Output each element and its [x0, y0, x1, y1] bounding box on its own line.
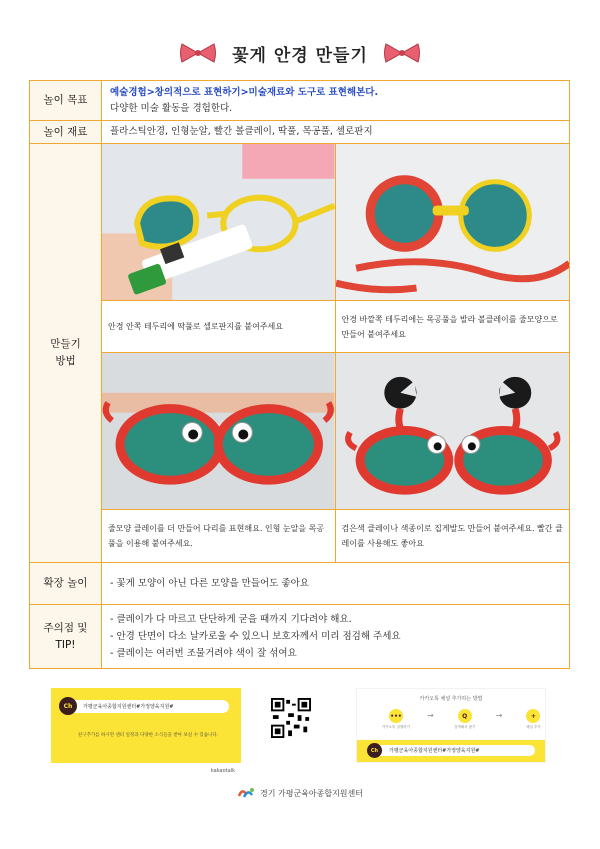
extension-label: 확장 놀이 [30, 563, 102, 605]
extension-row [30, 563, 570, 605]
kakao-howto-title: 카카오톡 채널 추가하는 방법 [419, 696, 483, 702]
kakao-step-label: 카카오톡 실행하기 [381, 725, 411, 729]
kakao-howto-card [356, 688, 546, 763]
step-caption-1: 안경 안쪽 테두리에 딱풀로 셀로판지를 붙여주세요 [102, 301, 336, 353]
page-title: 꽃게 안경 만들기 [232, 45, 368, 66]
activity-table [29, 80, 570, 669]
kakao-step-label: 채널 추가 [526, 725, 541, 729]
goal-row [30, 81, 570, 121]
materials-label: 놀이 재료 [30, 121, 102, 144]
kakao-step-add [516, 709, 550, 730]
step-photo-3 [102, 353, 336, 510]
kakao-banner-area [0, 688, 600, 774]
kakao-howto-steps [379, 709, 550, 730]
method-label-2: 방법 [55, 355, 76, 367]
step-photo-2 [336, 144, 570, 301]
kakaotalk-logo: kakaotalk [210, 768, 235, 774]
tips-label-1: 주의점 및 [43, 621, 88, 634]
goal-line-1: 예술경험>창의적으로 표현하기>미술재료와 도구로 표현해본다. [110, 86, 379, 98]
tips-label-2: TIP! [55, 638, 76, 651]
materials-row [30, 121, 570, 144]
kakao-channel-name: 가평군육아종합지원센터#가정양육지원# [389, 748, 480, 754]
kakao-channel-pill [65, 700, 229, 713]
arrow-right-icon: → [495, 711, 503, 720]
tip-item: - 클레이는 여러번 조물거려야 색이 잘 섞여요 [110, 648, 297, 659]
center-logo-icon [237, 786, 255, 800]
method-row [30, 144, 570, 563]
step-caption-3: 줄모양 클레이를 더 만들어 다리를 표현해요. 인형 눈알을 목공풀을 이용해 붙여주세요. [102, 510, 336, 562]
talk-bubble-icon: ••• [389, 709, 403, 723]
materials-text: 플라스틱안경, 인형눈알, 빨간 볼클레이, 딱풀, 목공풀, 셀로판지 [102, 121, 570, 144]
goal-line-2: 다양한 미술 활동을 경험한다. [110, 102, 233, 114]
bow-icon [178, 42, 218, 64]
kakao-step-search [448, 709, 482, 730]
goal-label: 놀이 목표 [30, 81, 102, 121]
kakao-channel-desc: 친구추가를 하시면 센터 일정과 다양한 소식들을 받아 보실 수 있습니다. [77, 733, 219, 738]
search-icon: Q [458, 709, 472, 723]
kakao-channel-icon: Ch [59, 697, 77, 715]
extension-text: - 꽃게 모양이 아닌 다른 모양을 만들어도 좋아요 [102, 563, 570, 605]
kakao-step-launch [379, 709, 413, 730]
kakao-channel-card[interactable] [51, 688, 241, 774]
plus-icon: + [526, 709, 540, 723]
footer-org-name: 경기 가평군육아종합지원센터 [259, 788, 363, 798]
footer [0, 786, 600, 800]
tips-row [30, 605, 570, 669]
method-photo-grid [102, 144, 569, 562]
kakao-step-label: 검색해서 찾기 [454, 725, 476, 729]
kakao-channel-name: 가평군육아종합지원센터#가정양육지원# [83, 704, 174, 710]
step-photo-4 [336, 353, 570, 510]
tip-item: - 클레이가 다 마르고 단단하게 굳을 때까지 기다려야 해요. [110, 614, 352, 625]
bow-icon [382, 42, 422, 64]
kakao-channel-icon: Ch [367, 743, 382, 758]
step-caption-2: 안경 바깥쪽 테두리에는 목공풀을 발라 볼클레이를 줄모양으로 만들어 붙여주세요 [336, 301, 570, 353]
tips-list [110, 611, 561, 662]
tip-item: - 안경 단면이 다소 날카로울 수 있으니 보호자께서 미리 점검해 주세요 [110, 631, 401, 642]
kakao-channel-pill [371, 745, 535, 756]
qr-code-icon[interactable] [271, 698, 311, 738]
step-caption-4: 검은색 클레이나 색종이로 집게발도 만들어 붙여주세요. 빨간 클레이를 사용해도 좋아요 [341, 524, 563, 548]
title-bar [0, 36, 600, 70]
arrow-right-icon: → [427, 711, 434, 720]
step-photo-1 [102, 144, 336, 301]
method-label-1: 만들기 [50, 338, 81, 350]
